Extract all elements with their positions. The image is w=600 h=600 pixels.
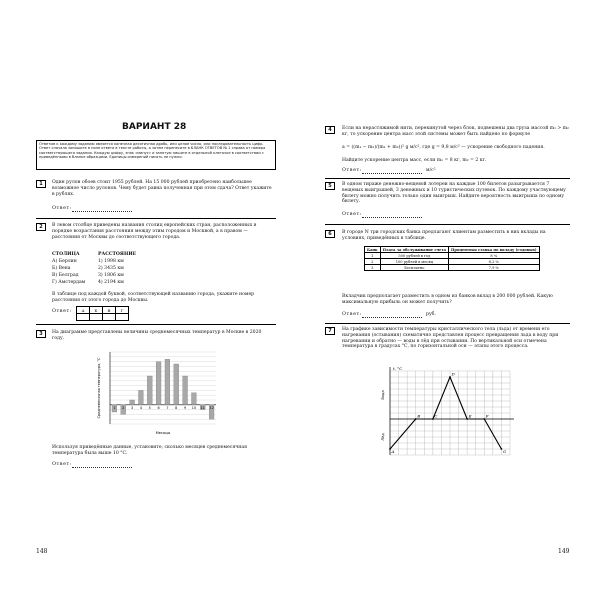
task-7-number: 7 — [325, 327, 335, 335]
task-6-unit: руб. — [426, 312, 436, 317]
answer-letter: В — [103, 307, 116, 314]
answer-letter: А — [77, 307, 90, 314]
task-2-answer-label: Ответ: — [52, 309, 72, 314]
point-label: D — [451, 371, 455, 377]
y-axis-label: Среднемесячная температура, °С — [97, 357, 101, 419]
point-label: F — [485, 413, 489, 419]
bank-cell: 8,2 % — [449, 259, 540, 265]
task-2-text: В левом столбце приведены названия столиц европейских стран, расположенных в порядке возрастания расстояния между этим городом и Москвой, а в правом — расстояния от Москвы до соответствующего города. — [52, 223, 257, 240]
bank-cell: 7,9 % — [449, 265, 540, 271]
distance-item: 3) 1806 км — [98, 273, 124, 278]
divider — [325, 224, 570, 225]
x-tick-label: 1 — [113, 405, 116, 410]
x-tick-label: 12 — [209, 405, 214, 410]
task-6-number: 6 — [325, 230, 335, 238]
region-label-ice: Лёд — [381, 433, 385, 441]
bank-table-header: Плата за обслуживание счета — [380, 247, 448, 253]
answer-cell[interactable] — [90, 314, 103, 321]
x-tick-label: 11 — [200, 405, 205, 410]
task-3-text: На диаграмме представлены величины среднемесячных температур в Москве в 2020 году. — [52, 330, 262, 341]
point-label: G — [502, 449, 507, 454]
divider — [36, 218, 276, 219]
col-city-header: СТОЛИЦА — [52, 252, 80, 257]
point-label: B — [417, 413, 421, 419]
divider — [36, 324, 276, 325]
bank-table-header: Процентная ставка по вкладу (годовых) — [449, 247, 540, 253]
task-4-formula: a = ((m₁ − m₂)/(m₁ + m₂))² g м/с², где g = 9,8 м/с² — ускорение свободного падения. — [342, 145, 545, 150]
distance-item: 2) 3435 км — [98, 266, 124, 271]
task-2-answer-table — [76, 306, 129, 321]
bank-cell: 1 — [365, 253, 381, 259]
x-tick-label: 2 — [122, 405, 125, 410]
bank-cell: 8 % — [449, 253, 540, 259]
task-4-answer-field[interactable] — [362, 173, 422, 174]
temperature-bar-chart — [86, 348, 226, 440]
task-4-question: Найдите ускорение центра масс, если m₁ = 8 кг, m₂ = 2 кг. — [342, 158, 487, 163]
instructions-box: Ответом к каждому заданию является конечная десятичная дробь, или целое число, или последовательность цифр. Ответ сначала запишите в поле ответа в тексте работы, а затем перенесите в БЛАНК ОТВЕТОВ № 1 справа от номера соответствующего задания. Каждую цифру, знак «минус» и запятую пишите в отдельной клеточке в соответствии с приведёнными в бланке образцами. Единицы измерений писать не нужно. — [36, 140, 276, 170]
distance-item: 1) 1998 км — [98, 259, 124, 264]
city-item: А) Берлин — [52, 259, 77, 264]
task-6-answer-field[interactable] — [362, 317, 422, 318]
graph-segment — [390, 419, 416, 449]
task-4-text: Если на нерастяжимой нити, перекинутой через блок, подвешены два груза массой m₁ > m₂ кг, то ускорение центра масс этой системы может быть найдено по формуле — [342, 126, 569, 137]
answer-cell[interactable] — [116, 314, 129, 321]
task-5-text: В одном тираже денежно-вещевой лотереи на каждые 100 билетов разыгрывается 7 вещевых выигрышей, 3 денежных и 10 туристических путевок. По каждому участвующему билету можно получить только один выигрыш. Найдите вероятность выигрыша по одному билету. — [342, 182, 566, 205]
point-label: A — [391, 449, 395, 454]
task-7-text: На графике зависимости температуры кристаллического тела (льда) от времени его нагревания (остывания) схематично представлен процесс превращения льда в воду при нагревании и обратно — воды в лёд при остывании. По вертикальной оси отмечена температура в градусах °С, по горизонтальной оси — этапы этого процесса. — [342, 327, 559, 350]
col-distance-header: РАССТОЯНИЕ — [98, 252, 137, 257]
city-item: Г) Амстердам — [52, 280, 86, 285]
x-tick-label: 9 — [183, 405, 187, 410]
task-5-answer-field[interactable] — [362, 217, 422, 218]
distance-item: 4) 2194 км — [98, 280, 124, 285]
task-1-answer-label: Ответ: — [52, 206, 72, 211]
task-1-answer-field[interactable] — [72, 211, 132, 212]
bank-table-header: Банк — [365, 247, 381, 253]
task-4-unit: м/с² — [426, 168, 436, 173]
x-tick-label: 8 — [175, 405, 178, 410]
x-tick-label: 7 — [166, 405, 169, 410]
task-1-number: 1 — [36, 180, 46, 188]
bank-cell: Бесплатно — [380, 265, 448, 271]
answer-letter: Б — [90, 307, 103, 314]
ice-water-graph — [362, 365, 522, 465]
x-tick-label: 10 — [191, 405, 197, 410]
y-axis-label: t, °C — [393, 366, 403, 371]
task-5-number: 5 — [325, 182, 335, 190]
point-label: C — [434, 413, 438, 419]
task-3-answer-field[interactable] — [72, 467, 132, 468]
task-6-question: Вкладчик предполагает разместить в одном из банков вклад в 200 000 рублей. Какую максимальную прибыль он может получить? — [342, 294, 553, 305]
bank-cell: 3 — [365, 265, 381, 271]
city-item: В) Белград — [52, 273, 79, 278]
task-3-answer-label: Ответ: — [52, 462, 72, 467]
bar — [156, 362, 161, 405]
bar — [165, 359, 170, 405]
city-item: Б) Вена — [52, 266, 71, 271]
x-tick-label: 6 — [157, 405, 160, 410]
point-label: E — [468, 413, 472, 419]
answer-letter: Г — [116, 307, 129, 314]
task-1-text: Один рулон обоев стоит 1955 рублей. На 15 000 рублей приобретено наибольшее возможное число рулонов. Чему будет равна полученная при этом сдача? Ответ укажите в рублях. — [52, 180, 272, 197]
x-tick-label: 4 — [139, 405, 143, 410]
bank-cell: 500 рублей в год — [380, 253, 448, 259]
task-6-answer-label: Ответ: — [342, 312, 362, 317]
bar — [174, 364, 179, 405]
region-label-water: Вода — [381, 390, 385, 400]
x-axis-label: Месяцы — [155, 431, 171, 435]
task-2-number: 2 — [36, 223, 46, 231]
bar — [147, 376, 152, 405]
task-4-number: 4 — [325, 126, 335, 134]
bank-table — [364, 246, 540, 271]
bar — [183, 376, 188, 405]
variant-title: ВАРИАНТ 28 — [122, 122, 187, 132]
bank-cell: 100 рублей в месяц — [380, 259, 448, 265]
page-number-left: 148 — [36, 548, 48, 555]
divider — [325, 178, 570, 179]
bar — [130, 400, 135, 405]
answer-cell[interactable] — [77, 314, 90, 321]
bar — [191, 393, 196, 405]
task-3-footer: Используя приведённые данные, установите, сколько месяцев среднемесячная температура была выше 10 °С. — [52, 445, 248, 456]
task-4-answer-label: Ответ: — [342, 168, 362, 173]
x-tick-label: 3 — [130, 405, 134, 410]
right-page — [300, 0, 600, 600]
task-2-instruction: В таблице под каждой буквой, соответствующей названию города, укажите номер расстояния от этого города до Москвы. — [52, 292, 255, 303]
bank-cell: 2 — [365, 259, 381, 265]
answer-cell[interactable] — [103, 314, 116, 321]
divider — [325, 323, 570, 324]
page-number-right: 149 — [558, 548, 570, 555]
task-3-number: 3 — [36, 330, 46, 338]
bar — [138, 390, 143, 404]
task-6-text: В городе N три городских банка предлагают клиентам разместить в них вклады на условиях, приведённых в таблице. — [342, 230, 546, 241]
task-5-answer-label: Ответ: — [342, 212, 362, 217]
x-tick-label: 5 — [148, 405, 151, 410]
